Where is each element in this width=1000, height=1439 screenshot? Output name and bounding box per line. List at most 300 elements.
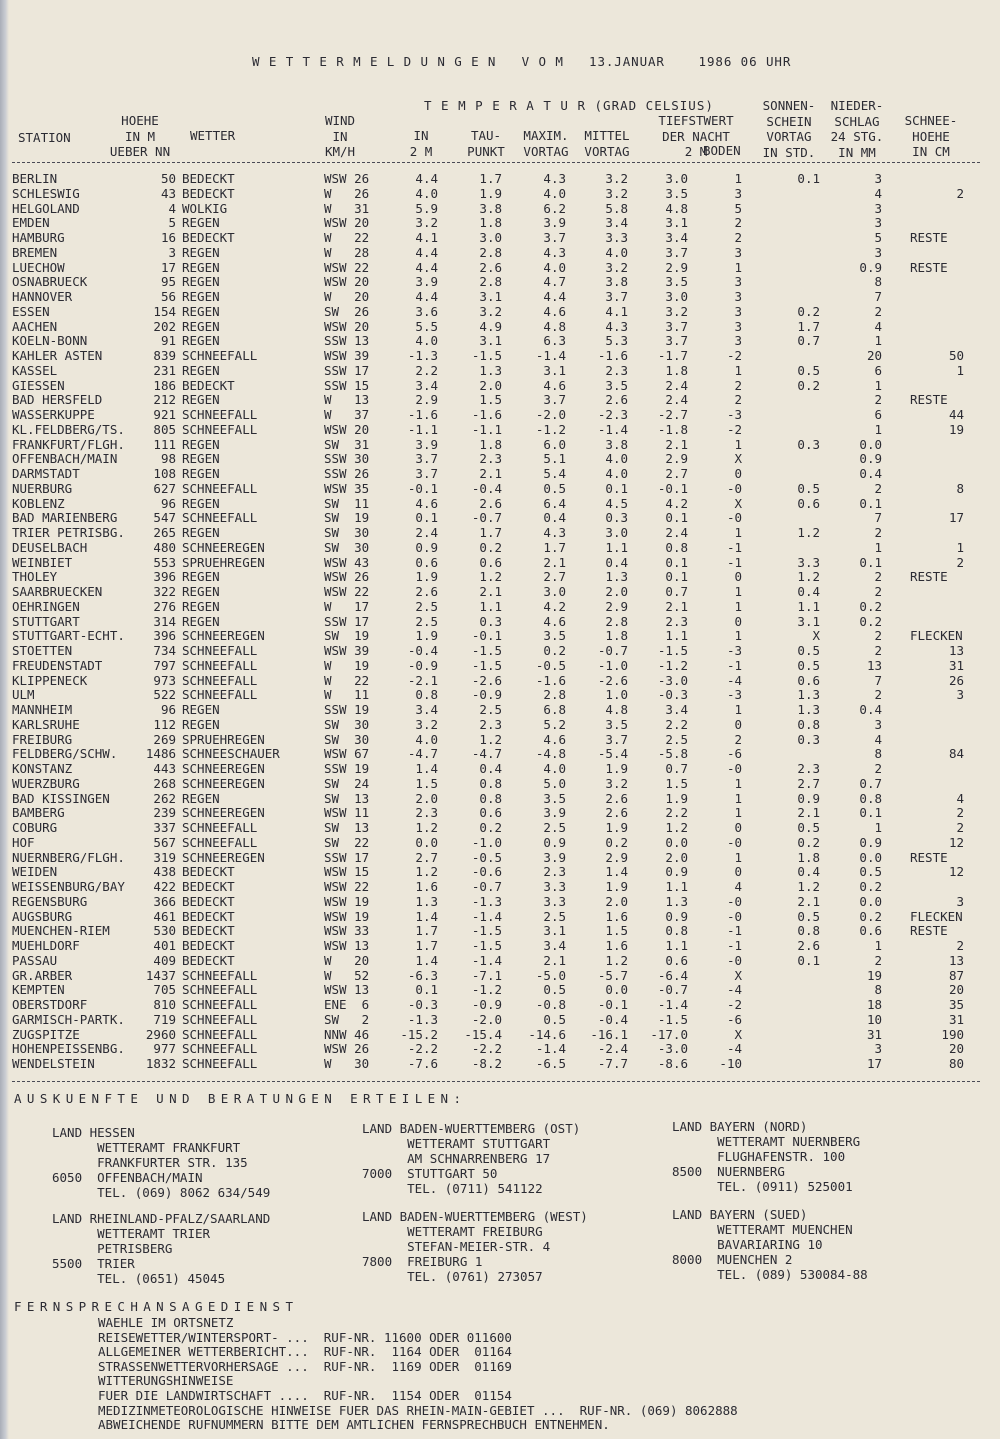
cell-maxim: 3.9: [543, 805, 566, 821]
office-line: 7000 STUTTGART 50: [362, 1166, 498, 1181]
cell-mittel: 1.8: [605, 628, 628, 644]
cell-station: STUTTGART: [12, 613, 80, 629]
cell-in2m: 1.6: [415, 879, 438, 894]
cell-in2m: 3.2: [415, 716, 438, 732]
office-line: TEL. (0711) 541122: [362, 1181, 543, 1196]
cell-nieder: 0.4: [859, 702, 882, 717]
cell-station: MUENCHEN-RIEM: [12, 923, 110, 939]
cell-nieder: 0.6: [859, 923, 882, 939]
cell-tiefst: -3.0: [657, 1041, 688, 1057]
cell-boden: 1: [734, 790, 742, 806]
cell-taupunkt: 1.2: [479, 731, 502, 747]
cell-boden: -1: [726, 554, 742, 570]
office-line: LAND BADEN-WUERTTEMBERG (OST): [362, 1121, 581, 1136]
office-line: LAND HESSEN: [52, 1125, 135, 1140]
cell-schnee: 2: [956, 805, 964, 821]
cell-tiefst: 0.0: [665, 834, 688, 850]
cell-in2m: 1.7: [415, 923, 438, 939]
cell-in2m: 4.6: [415, 495, 438, 511]
cell-in2m: 0.6: [415, 554, 438, 570]
cell-maxim: -1.4: [535, 348, 566, 363]
cell-taupunkt: -1.2: [471, 982, 502, 998]
cell-boden: 1: [734, 849, 742, 865]
cell-station: STOETTEN: [12, 643, 73, 658]
cell-wetter: REGEN: [182, 318, 220, 334]
cell-in2m: 3.6: [415, 303, 438, 319]
cell-tiefst: 1.1: [665, 879, 688, 894]
cell-maxim: -0.8: [535, 997, 566, 1012]
cell-mittel: 2.6: [605, 805, 628, 821]
cell-boden: 2: [734, 392, 742, 408]
cell-in2m: 4.4: [415, 244, 438, 260]
cell-in2m: 4.4: [415, 289, 438, 304]
cell-maxim: 3.9: [543, 849, 566, 865]
cell-station: HOF: [12, 834, 35, 850]
cell-tiefst: 1.9: [665, 790, 688, 806]
cell-in2m: 3.2: [415, 215, 438, 231]
cell-tiefst: -1.8: [657, 421, 688, 437]
cell-hoehe: 17: [160, 259, 176, 275]
cell-taupunkt: 2.1: [479, 466, 502, 481]
page-title: W E T T E R M E L D U N G E N V O M 13.JANUAR 1986 06 UHR: [252, 54, 792, 69]
cell-in2m: 3.7: [415, 466, 438, 481]
cell-hoehe: 547: [153, 510, 176, 526]
cell-boden: X: [734, 967, 742, 983]
cell-wetter: SPRUEHREGEN: [182, 554, 265, 570]
cell-station: ESSEN: [12, 303, 50, 319]
cell-mittel: 2.3: [605, 362, 628, 378]
cell-schnee: FLECKEN: [910, 628, 963, 644]
cell-nieder: 2: [874, 303, 882, 319]
cell-nieder: 3: [874, 171, 882, 186]
cell-taupunkt: 1.9: [479, 185, 502, 201]
cell-taupunkt: 3.1: [479, 333, 502, 349]
header-schneehoehe: SCHNEE- HOEHE IN CM: [904, 113, 958, 159]
cell-maxim: -0.5: [535, 657, 566, 673]
cell-station: MUEHLDORF: [12, 938, 80, 953]
cell-tiefst: 3.0: [665, 289, 688, 304]
cell-tiefst: -17.0: [650, 1026, 688, 1042]
cell-sonne: 0.4: [797, 864, 820, 880]
cell-wetter: REGEN: [182, 436, 220, 452]
cell-nieder: 8: [874, 746, 882, 762]
cell-boden: 1: [734, 805, 742, 821]
cell-wind: WSW 67: [324, 746, 370, 762]
cell-sonne: 0.2: [797, 834, 820, 850]
cell-wind: WSW 11: [324, 805, 370, 821]
cell-hoehe: 239: [153, 805, 176, 821]
cell-nieder: 6: [874, 362, 882, 378]
cell-hoehe: 567: [153, 834, 176, 850]
cell-maxim: 6.4: [543, 495, 566, 511]
cell-nieder: 2: [874, 569, 882, 585]
cell-wind: SW 19: [324, 628, 370, 644]
cell-tiefst: -5.8: [657, 746, 688, 762]
cell-in2m: 3.7: [415, 451, 438, 467]
cell-wind: SSW 17: [324, 613, 370, 629]
cell-schnee: 13: [948, 952, 964, 968]
cell-wetter: SCHNEEREGEN: [182, 775, 265, 791]
cell-sonne: 0.2: [797, 303, 820, 319]
office-line: LAND BAYERN (SUED): [672, 1207, 808, 1222]
office-line: TEL. (0651) 45045: [52, 1271, 226, 1286]
cell-wind: SSW 17: [324, 362, 370, 378]
cell-tiefst: 1.5: [665, 775, 688, 791]
cell-station: BAD MARIENBERG: [12, 510, 118, 526]
cell-nieder: 2: [874, 480, 882, 496]
cell-boden: 3: [734, 333, 742, 349]
cell-hoehe: 839: [153, 348, 176, 363]
cell-mittel: 1.9: [605, 761, 628, 776]
cell-wetter: BEDECKT: [182, 938, 235, 953]
cell-wetter: REGEN: [182, 259, 220, 275]
cell-wind: WSW 43: [324, 554, 370, 570]
header-temperatur: T E M P E R A T U R (GRAD CELSIUS): [424, 98, 714, 113]
cell-taupunkt: -15.4: [464, 1026, 502, 1042]
cell-station: BERLIN: [12, 171, 58, 186]
cell-wind: SSW 17: [324, 849, 370, 865]
cell-mittel: 3.7: [605, 289, 628, 304]
cell-maxim: 4.4: [543, 289, 566, 304]
cell-tiefst: 3.5: [665, 185, 688, 201]
fernsprech-line: MEDIZINMETEOROLOGISCHE HINWEISE FUER DAS RHEIN-MAIN-GEBIET ... RUF-NR. (069) 8062888: [98, 1402, 738, 1418]
cell-in2m: 3.4: [415, 377, 438, 393]
cell-tiefst: -0.1: [657, 480, 688, 496]
cell-taupunkt: -1.5: [471, 643, 502, 658]
cell-maxim: 2.7: [543, 569, 566, 585]
cell-in2m: 0.0: [415, 834, 438, 850]
cell-tiefst: -1.5: [657, 643, 688, 658]
cell-maxim: -1.4: [535, 1041, 566, 1057]
office-line: WETTERAMT FRANKFURT: [52, 1140, 241, 1155]
cell-taupunkt: 3.8: [479, 200, 502, 216]
cell-taupunkt: -0.5: [471, 849, 502, 865]
cell-hoehe: 734: [153, 643, 176, 658]
cell-station: NUERBURG: [12, 480, 73, 496]
cell-schnee: 44: [948, 407, 964, 422]
cell-station: LUECHOW: [12, 259, 65, 275]
office-line: WETTERAMT MUENCHEN: [672, 1222, 853, 1237]
cell-hoehe: 186: [153, 377, 176, 393]
cell-mittel: -1.6: [597, 348, 628, 363]
cell-wind: SW 2: [324, 1011, 370, 1027]
cell-mittel: 2.9: [605, 598, 628, 614]
cell-mittel: 4.8: [605, 702, 628, 717]
cell-sonne: 2.1: [797, 805, 820, 821]
cell-maxim: 3.4: [543, 938, 566, 953]
cell-station: FREIBURG: [12, 731, 73, 747]
cell-sonne: 0.6: [797, 672, 820, 688]
cell-taupunkt: 2.3: [479, 716, 502, 732]
cell-maxim: 0.9: [543, 834, 566, 850]
cell-boden: -6: [726, 1011, 742, 1027]
cell-sonne: 0.8: [797, 716, 820, 732]
cell-mittel: 1.4: [605, 864, 628, 880]
cell-wetter: SCHNEESCHAUER: [182, 746, 280, 762]
cell-station: BREMEN: [12, 244, 58, 260]
cell-station: AUGSBURG: [12, 908, 73, 924]
cell-in2m: 2.7: [415, 849, 438, 865]
cell-mittel: 1.2: [605, 952, 628, 968]
cell-taupunkt: -0.9: [471, 997, 502, 1012]
cell-schnee: 26: [948, 672, 964, 688]
cell-schnee: 2: [956, 938, 964, 953]
cell-wind: SW 13: [324, 790, 370, 806]
cell-mittel: 3.4: [605, 215, 628, 231]
cell-nieder: 0.4: [859, 466, 882, 481]
cell-wetter: REGEN: [182, 716, 220, 732]
cell-sonne: 0.4: [797, 584, 820, 599]
cell-wind: WSW 20: [324, 215, 370, 231]
cell-wind: SSW 13: [324, 333, 370, 349]
cell-mittel: -2.6: [597, 672, 628, 688]
cell-wetter: REGEN: [182, 790, 220, 806]
cell-nieder: 8: [874, 274, 882, 290]
cell-wind: WSW 22: [324, 584, 370, 599]
cell-tiefst: 2.2: [665, 716, 688, 732]
cell-wetter: BEDECKT: [182, 923, 235, 939]
cell-mittel: 3.3: [605, 230, 628, 245]
cell-maxim: 4.3: [543, 525, 566, 540]
cell-mittel: 4.1: [605, 303, 628, 319]
cell-tiefst: -0.7: [657, 982, 688, 998]
office-line: TEL. (0911) 525001: [672, 1179, 853, 1194]
cell-wetter: SCHNEEFALL: [182, 1041, 258, 1057]
cell-maxim: 4.3: [543, 171, 566, 186]
cell-boden: 0: [734, 864, 742, 880]
office-line: FRANKFURTER STR. 135: [52, 1155, 248, 1170]
cell-wind: SW 13: [324, 820, 370, 835]
cell-boden: -1: [726, 657, 742, 673]
cell-hoehe: 977: [153, 1041, 176, 1057]
cell-station: OBERSTDORF: [12, 997, 88, 1012]
cell-tiefst: 2.1: [665, 598, 688, 614]
cell-nieder: 1: [874, 539, 882, 555]
cell-schnee: 2: [956, 820, 964, 835]
cell-maxim: 2.1: [543, 952, 566, 968]
office-line: TEL. (089) 530084-88: [672, 1267, 868, 1282]
cell-wind: ENE 6: [324, 997, 370, 1012]
cell-nieder: 0.0: [859, 436, 882, 452]
cell-hoehe: 154: [153, 303, 176, 319]
cell-in2m: 4.4: [415, 259, 438, 275]
cell-boden: -6: [726, 746, 742, 762]
cell-wetter: BEDECKT: [182, 908, 235, 924]
cell-wetter: REGEN: [182, 466, 220, 481]
cell-sonne: 1.2: [797, 879, 820, 894]
cell-maxim: 3.1: [543, 923, 566, 939]
cell-hoehe: 319: [153, 849, 176, 865]
cell-boden: 0: [734, 466, 742, 481]
cell-schnee: RESTE: [910, 392, 948, 408]
cell-hoehe: 96: [160, 495, 176, 511]
cell-tiefst: 1.8: [665, 362, 688, 378]
cell-maxim: 6.2: [543, 200, 566, 216]
cell-maxim: 5.1: [543, 451, 566, 467]
cell-schnee: RESTE: [910, 259, 948, 275]
cell-maxim: 4.3: [543, 244, 566, 260]
cell-tiefst: 3.7: [665, 318, 688, 334]
cell-boden: 0: [734, 820, 742, 835]
cell-hoehe: 314: [153, 613, 176, 629]
cell-station: EMDEN: [12, 215, 50, 231]
cell-hoehe: 265: [153, 525, 176, 540]
cell-hoehe: 409: [153, 952, 176, 968]
cell-sonne: 1.1: [797, 598, 820, 614]
cell-schnee: 12: [948, 864, 964, 880]
cell-wind: W 28: [324, 244, 370, 260]
cell-tiefst: 0.9: [665, 864, 688, 880]
cell-schnee: 31: [948, 1011, 964, 1027]
cell-hoehe: 212: [153, 392, 176, 408]
cell-in2m: -2.2: [407, 1041, 438, 1057]
cell-mittel: 2.0: [605, 893, 628, 909]
cell-tiefst: 1.1: [665, 938, 688, 953]
cell-nieder: 10: [866, 1011, 882, 1027]
cell-nieder: 1: [874, 333, 882, 349]
cell-nieder: 2: [874, 687, 882, 703]
cell-nieder: 8: [874, 982, 882, 998]
cell-mittel: -2.3: [597, 407, 628, 422]
cell-taupunkt: -1.4: [471, 908, 502, 924]
cell-hoehe: 443: [153, 761, 176, 776]
cell-boden: 3: [734, 318, 742, 334]
cell-wind: WSW 22: [324, 879, 370, 894]
cell-tiefst: 3.7: [665, 244, 688, 260]
cell-wind: WSW 13: [324, 938, 370, 953]
cell-maxim: 5.2: [543, 716, 566, 732]
cell-boden: X: [734, 451, 742, 467]
cell-mittel: -2.4: [597, 1041, 628, 1057]
cell-schnee: 19: [948, 421, 964, 437]
cell-in2m: 0.1: [415, 510, 438, 526]
cell-station: OFFENBACH/MAIN: [12, 451, 118, 467]
cell-taupunkt: 0.3: [479, 613, 502, 629]
cell-nieder: 0.0: [859, 893, 882, 909]
cell-schnee: 4: [956, 790, 964, 806]
cell-tiefst: 1.3: [665, 893, 688, 909]
cell-maxim: 3.0: [543, 584, 566, 599]
cell-in2m: 3.9: [415, 274, 438, 290]
cell-nieder: 31: [866, 1026, 882, 1042]
cell-sonne: 0.2: [797, 377, 820, 393]
cell-hoehe: 480: [153, 539, 176, 555]
cell-taupunkt: 1.7: [479, 525, 502, 540]
cell-in2m: -1.3: [407, 1011, 438, 1027]
cell-wetter: SCHNEEFALL: [182, 1011, 258, 1027]
cell-wind: W 20: [324, 289, 370, 304]
cell-schnee: 8: [956, 480, 964, 496]
cell-nieder: 4: [874, 185, 882, 201]
office-line: LAND RHEINLAND-PFALZ/SAARLAND: [52, 1211, 271, 1226]
cell-tiefst: 2.4: [665, 525, 688, 540]
cell-boden: 4: [734, 879, 742, 894]
cell-mittel: 1.6: [605, 938, 628, 953]
cell-schnee: 20: [948, 982, 964, 998]
cell-mittel: -5.7: [597, 967, 628, 983]
cell-taupunkt: -1.5: [471, 923, 502, 939]
cell-boden: -1: [726, 923, 742, 939]
header-station: STATION: [18, 130, 71, 145]
cell-tiefst: 2.9: [665, 451, 688, 467]
cell-schnee: 20: [948, 1041, 964, 1057]
cell-sonne: 0.5: [797, 480, 820, 496]
cell-nieder: 7: [874, 289, 882, 304]
office-line: FLUGHAFENSTR. 100: [672, 1149, 846, 1164]
cell-tiefst: -6.4: [657, 967, 688, 983]
cell-wind: WSW 19: [324, 908, 370, 924]
cell-wetter: REGEN: [182, 495, 220, 511]
cell-station: BAD KISSINGEN: [12, 790, 110, 806]
cell-nieder: 2: [874, 952, 882, 968]
cell-wind: SSW 19: [324, 702, 370, 717]
cell-in2m: 1.7: [415, 938, 438, 953]
cell-wind: SSW 15: [324, 377, 370, 393]
cell-tiefst: 2.5: [665, 731, 688, 747]
cell-wind: WSW 15: [324, 864, 370, 880]
cell-in2m: -15.2: [400, 1026, 438, 1042]
cell-maxim: 2.5: [543, 908, 566, 924]
cell-mittel: 2.9: [605, 849, 628, 865]
cell-wetter: REGEN: [182, 362, 220, 378]
cell-in2m: -6.3: [407, 967, 438, 983]
cell-mittel: 1.0: [605, 687, 628, 703]
office-line: BAVARIARING 10: [672, 1237, 823, 1252]
cell-hoehe: 461: [153, 908, 176, 924]
cell-sonne: 0.7: [797, 333, 820, 349]
cell-maxim: -4.8: [535, 746, 566, 762]
cell-boden: 0: [734, 613, 742, 629]
cell-tiefst: 0.6: [665, 952, 688, 968]
cell-boden: -4: [726, 1041, 742, 1057]
auskunft-title: AUSKUENFTE UND BERATUNGEN ERTEILEN:: [14, 1091, 467, 1106]
cell-in2m: 4.0: [415, 333, 438, 349]
cell-boden: -4: [726, 982, 742, 998]
cell-sonne: 1.8: [797, 849, 820, 865]
cell-wind: W 37: [324, 407, 370, 422]
cell-tiefst: 3.1: [665, 215, 688, 231]
cell-station: DARMSTADT: [12, 466, 80, 481]
office-line: 8500 NUERNBERG: [672, 1164, 785, 1179]
cell-taupunkt: 2.6: [479, 495, 502, 511]
cell-maxim: 4.0: [543, 259, 566, 275]
cell-hoehe: 2960: [145, 1026, 176, 1042]
cell-station: ULM: [12, 687, 35, 703]
cell-taupunkt: 0.4: [479, 761, 502, 776]
cell-hoehe: 56: [160, 289, 176, 304]
cell-taupunkt: 4.9: [479, 318, 502, 334]
cell-wetter: REGEN: [182, 598, 220, 614]
cell-station: MANNHEIM: [12, 702, 73, 717]
office-line: 7800 FREIBURG 1: [362, 1254, 483, 1269]
cell-taupunkt: -7.1: [471, 967, 502, 983]
cell-station: STUTTGART-ECHT.: [12, 628, 125, 644]
cell-nieder: 4: [874, 731, 882, 747]
cell-wetter: SCHNEEFALL: [182, 348, 258, 363]
fernsprech-line: FUER DIE LANDWIRTSCHAFT .... RUF-NR. 1154 ODER 01154: [98, 1388, 512, 1403]
header-wetter: WETTER: [190, 128, 236, 143]
cell-station: PASSAU: [12, 952, 58, 968]
cell-station: KONSTANZ: [12, 761, 73, 776]
cell-wetter: SCHNEEFALL: [182, 1026, 258, 1042]
cell-station: HAMBURG: [12, 230, 65, 245]
cell-maxim: 3.5: [543, 628, 566, 644]
cell-in2m: 2.5: [415, 613, 438, 629]
cell-tiefst: -0.3: [657, 687, 688, 703]
cell-hoehe: 438: [153, 864, 176, 880]
cell-boden: -0: [726, 761, 742, 776]
cell-nieder: 0.9: [859, 259, 882, 275]
